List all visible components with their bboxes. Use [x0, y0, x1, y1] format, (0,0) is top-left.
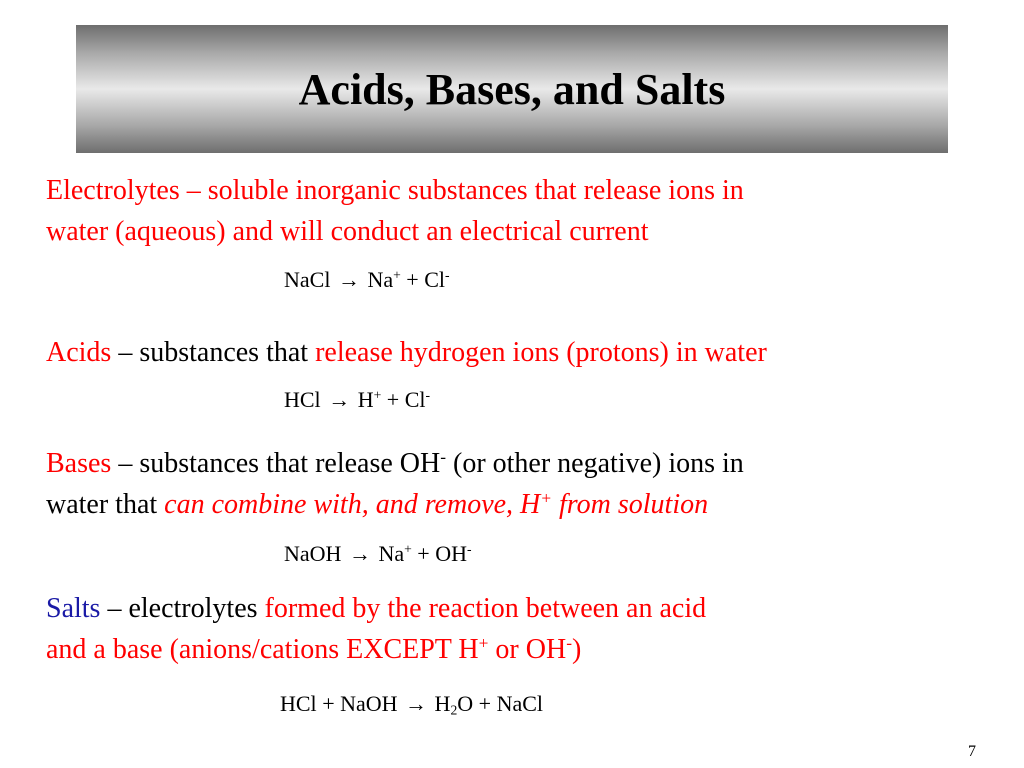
salts-line-2: [46, 629, 706, 670]
h-charge: +: [478, 633, 489, 653]
eq-charge: +: [393, 267, 401, 283]
arrow-icon: →: [328, 387, 351, 412]
eq-reactant: HCl: [284, 387, 321, 412]
salts-or-text: or OH: [488, 634, 567, 665]
electrolytes-line-1: [46, 170, 744, 211]
bases-line-2-red-end: from solution: [552, 489, 709, 520]
salts-equation: [280, 690, 543, 718]
bases-line-2: [46, 484, 744, 525]
electrolytes-def-line-1: soluble inorganic substances that release ions in: [207, 175, 744, 206]
acids-dash-text: – substances that: [111, 337, 316, 368]
eq-reactant: NaCl: [284, 267, 331, 292]
oh-charge: -: [440, 447, 446, 467]
salts-line-1-red: formed by the reaction between an acid: [264, 593, 707, 624]
eq-product-1: H: [357, 387, 374, 412]
bases-line-2-red: can combine with, and remove, H: [164, 489, 541, 520]
title-bar: [76, 25, 948, 153]
bases-definition: [46, 443, 744, 525]
eq-reactant-2: NaOH: [340, 691, 398, 716]
electrolytes-definition: [46, 170, 744, 252]
eq-plus: +: [478, 691, 492, 716]
bases-line-1-text: – substances that release OH: [111, 448, 441, 479]
arrow-icon: →: [337, 267, 360, 292]
salts-term: Salts: [46, 593, 101, 624]
salts-dash-text: – electrolytes: [100, 593, 265, 624]
acids-definition: [46, 332, 767, 373]
eq-subscript: 2: [450, 702, 458, 718]
eq-product-2: NaCl: [496, 691, 544, 716]
eq-plus: +: [406, 267, 419, 292]
electrolytes-equation: [284, 266, 450, 294]
acids-equation: [284, 386, 430, 414]
bases-term: Bases: [46, 448, 112, 479]
salts-line-2-red: and a base (anions/cations EXCEPT H: [46, 634, 479, 665]
salts-definition: [46, 588, 706, 670]
electrolytes-term: Electrolytes: [46, 175, 180, 206]
salts-close-paren: ): [571, 634, 582, 665]
eq-product-1: Na: [367, 267, 394, 292]
acids-def-red: release hydrogen ions (protons) in water: [315, 337, 767, 368]
eq-product-water: [435, 691, 474, 716]
eq-charge: +: [404, 541, 412, 557]
arrow-icon: →: [405, 691, 428, 716]
bases-line-1: [46, 443, 744, 484]
eq-charge: -: [445, 267, 450, 283]
eq-charge: +: [373, 387, 382, 403]
acids-term: Acids: [46, 337, 112, 368]
arrow-icon: →: [348, 541, 371, 566]
eq-water-h: H: [434, 691, 451, 716]
page-number: 7: [968, 743, 976, 760]
eq-product-2: OH: [435, 541, 467, 566]
eq-reactant-1: HCl: [280, 691, 317, 716]
bases-line-1-rest: (or other negative) ions in: [446, 448, 744, 479]
eq-reactant: NaOH: [284, 541, 342, 566]
eq-plus: +: [417, 541, 430, 566]
eq-plus: +: [386, 387, 400, 412]
bases-line-2-text: water that: [46, 489, 165, 520]
eq-product-2: Cl: [424, 267, 446, 292]
salts-line-1: [46, 588, 706, 629]
eq-plus: +: [322, 691, 335, 716]
eq-product-2: Cl: [404, 387, 426, 412]
eq-charge: -: [425, 387, 431, 403]
eq-water-o: O: [457, 691, 474, 716]
bases-equation: [284, 540, 472, 568]
eq-product-1: Na: [378, 541, 405, 566]
electrolytes-def-line-2: water (aqueous) and will conduct an electrical current: [46, 216, 649, 247]
eq-charge: -: [466, 541, 472, 557]
oh-charge: -: [566, 633, 572, 653]
slide-title: Acids, Bases, and Salts: [298, 64, 726, 114]
electrolytes-dash: –: [179, 175, 208, 206]
h-charge: +: [540, 488, 552, 508]
